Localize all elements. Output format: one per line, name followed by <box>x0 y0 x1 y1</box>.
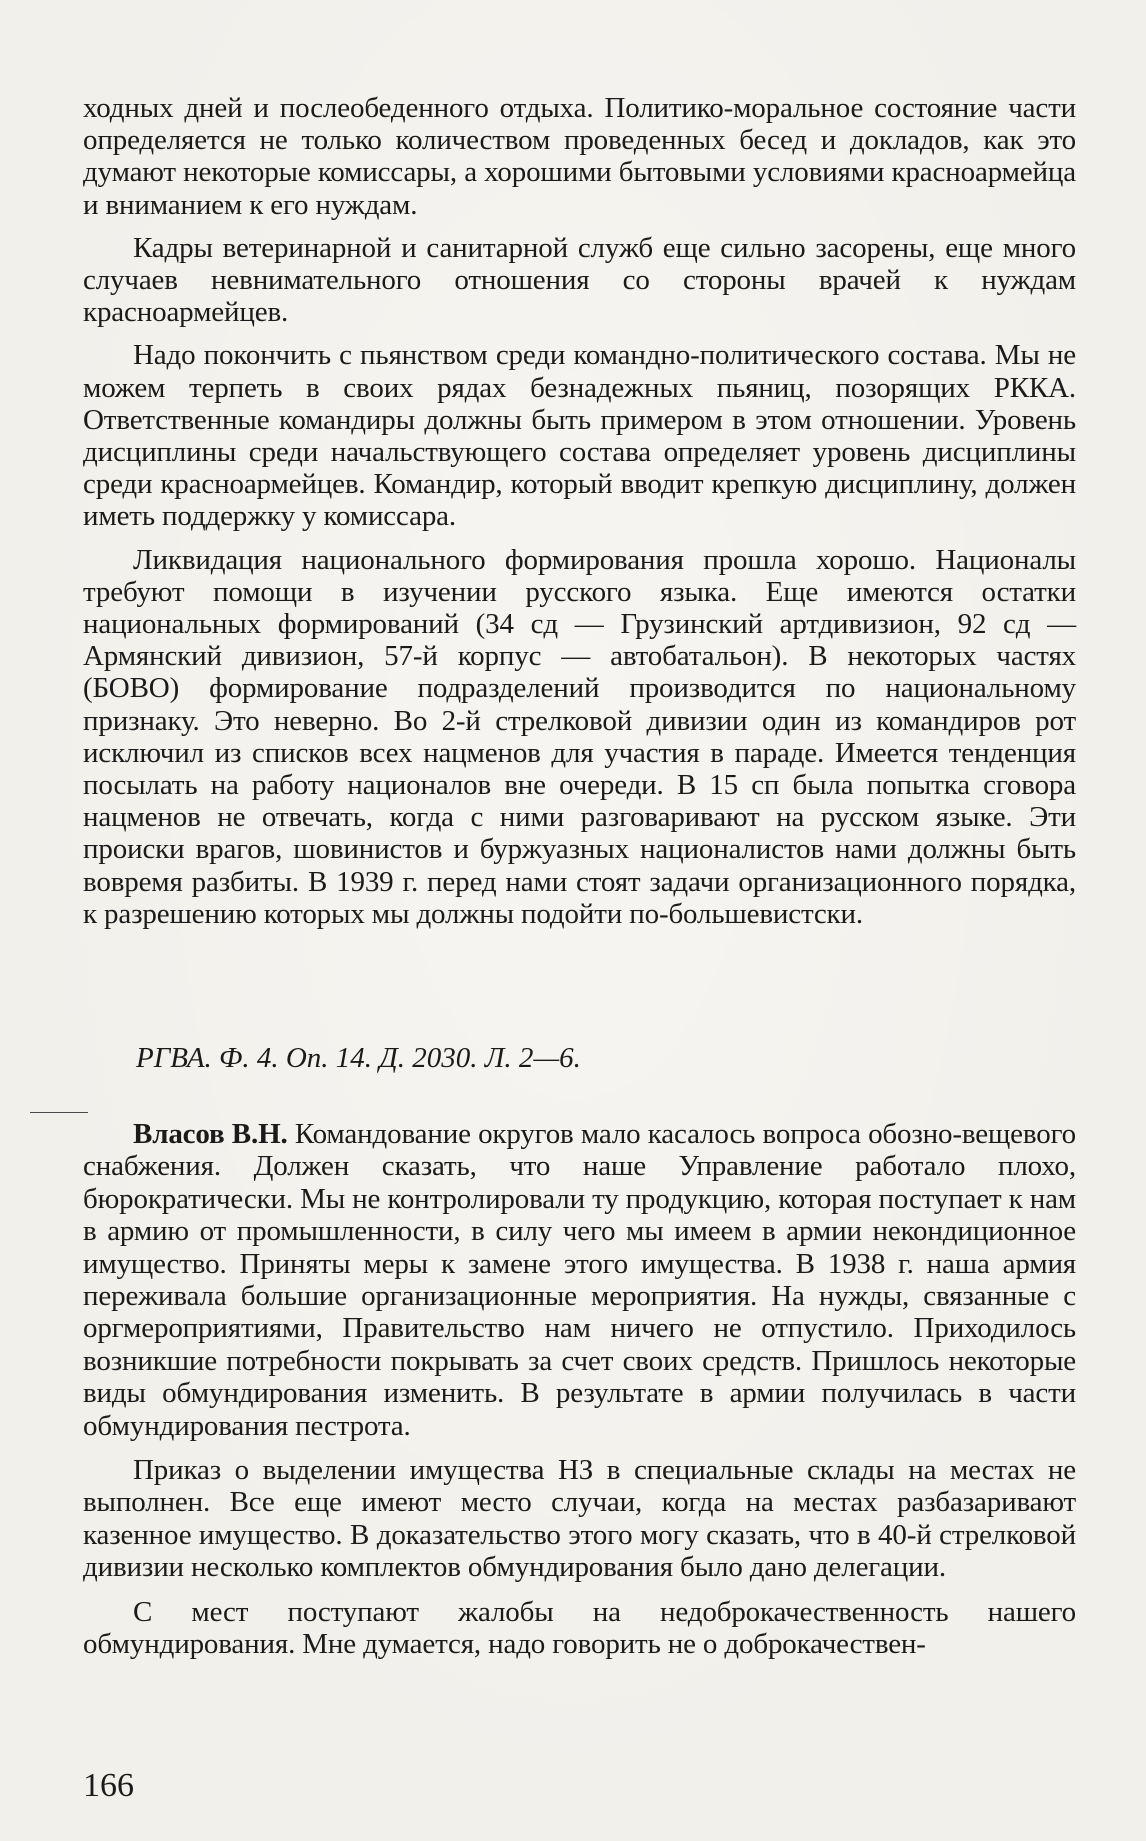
speech-first-paragraph <box>83 1118 1076 1442</box>
main-text-top <box>83 92 1076 930</box>
speaker-name: Власов В.Н. <box>133 1118 288 1150</box>
paragraph-national-formations: Ликвидация национального формирования прошла хорошо. Националы требуют помощи в изучении русского языка. Еще имеются остатки национальных формирований (34 сд — Грузинский артдивизион, 92 сд — Армянский дивизион, 57-й корпус — автобатальон). В некоторых частях (БОВО) формирование подразделений производится по национальному признаку. Это неверно. Во 2-й стрелковой дивизии один из командиров рот исключил из списков всех нацменов для участия в параде. Имеется тенденция посылать на работу националов вне очереди. В 15 сп была попытка сговора нацменов не отвечать, когда с ними разговаривают на русском языке. Эти происки врагов, шовинистов и буржуазных националистов нами должны быть вовремя разбиты. В 1939 г. перед нами стоят задачи организационного порядка, к разрешению которых мы должны подойти по-большевистски. <box>83 543 1076 930</box>
speech-block <box>83 1118 1076 1661</box>
paragraph-drinking: Надо покончить с пьянством среди командно-политического состава. Мы не можем терпеть в своих рядах безнадежных пьяниц, позорящих РККА. Ответственные командиры должны быть примером в этом отношении. Уровень дисциплины среди начальствующего состава определяет уровень дисциплины среди красноармейцев. Командир, который вводит крепкую дисциплину, должен иметь поддержку у комиссара. <box>83 339 1076 533</box>
margin-rule <box>30 1112 88 1113</box>
paragraph-cadres: Кадры ветеринарной и санитарной служб еще сильно засорены, еще много случаев невнимательного отношения со стороны врачей к нуждам красноармейцев. <box>83 231 1076 329</box>
page-number: 166 <box>83 1767 134 1804</box>
speech-paragraph-complaints: С мест поступают жалобы на недоброкачественность нашего обмундирования. Мне думается, надо говорить не о доброкачествен- <box>83 1595 1076 1661</box>
speech-first-text: Командование округов мало касалось вопроса обозно-вещевого снабжения. Должен сказать, что наше Управление работало плохо, бюрократически. Мы не контролировали ту продукцию, которая поступает к нам в армию от промышленности, в силу чего мы имеем в армии некондиционное имущество. Приняты меры к замене этого имущества. В 1938 г. наша армия переживала большие организационные мероприятия. На нужды, связанные с оргмероприятиями, Правительство нам ничего не отпустило. Приходилось возникшие потребности покрывать за счет своих средств. Пришлось некоторые виды обмундирования изменить. В результате в армии получилась в части обмундирования пестрота. <box>83 1118 1076 1442</box>
paragraph-continuation: ходных дней и послеобеденного отдыха. Политико-моральное состояние части определяется не только количеством проведенных бесед и докладов, как это думают некоторые комиссары, а хорошими бытовыми условиями красноармейца и вниманием к его нуждам. <box>83 92 1076 221</box>
speech-paragraph-nz: Приказ о выделении имущества НЗ в специальные склады на местах не выполнен. Все еще имеют место случаи, когда на местах разбазаривают казенное имущество. В доказательство этого могу сказать, что в 40-й стрелковой дивизии несколько комплектов обмундирования было дано делегации. <box>83 1454 1076 1584</box>
archive-source-reference: РГВА. Ф. 4. Оп. 14. Д. 2030. Л. 2—6. <box>136 1042 581 1074</box>
